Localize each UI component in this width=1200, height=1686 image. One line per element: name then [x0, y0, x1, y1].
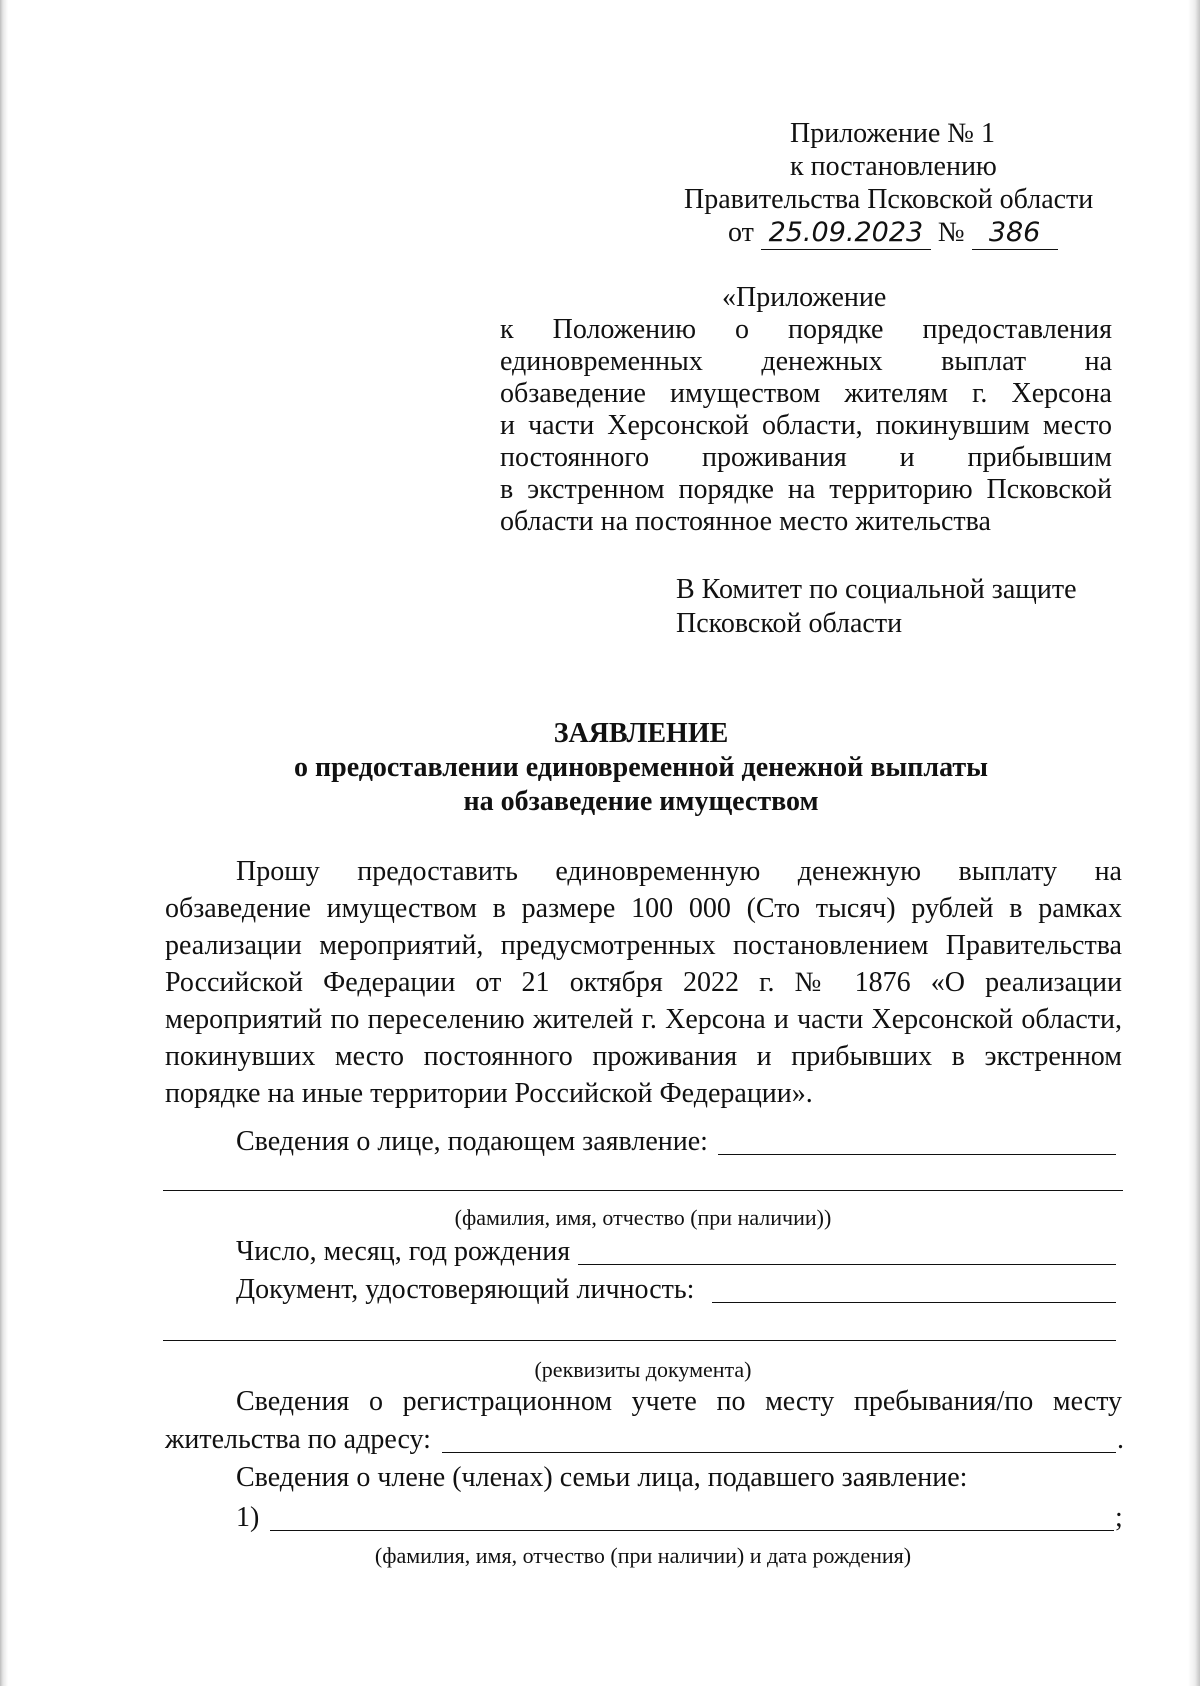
- annex-line: постоянного проживания и прибывшим: [500, 442, 1112, 473]
- date-prefix: от: [728, 217, 754, 248]
- family-item-end: ;: [1115, 1502, 1123, 1533]
- decree-number-handwritten: 386: [972, 217, 1058, 250]
- body-line: Российской Федерации от 21 октября 2022 г. № 1876 «О реализации: [165, 967, 1122, 998]
- family-caption: (фамилия, имя, отчество (при наличии) и дата рождения): [374, 1543, 912, 1568]
- header-decree-line: к постановлению: [790, 151, 997, 182]
- body-line: Прошу предоставить единовременную денежную выплату на: [236, 856, 1122, 887]
- annex-line: в экстренном порядке на территорию Псковской: [500, 474, 1112, 505]
- statement-subtitle2: на обзаведение имуществом: [463, 786, 819, 817]
- header-government-line: Правительства Псковской области: [684, 184, 1094, 215]
- id-document-field-continued[interactable]: [163, 1340, 1116, 1341]
- applicant-caption: (фамилия, имя, отчество (при наличии)): [454, 1205, 832, 1230]
- body-line: покинувших место постоянного проживания и прибывших в экстренном: [165, 1041, 1122, 1072]
- addressee-line2: Псковской области: [676, 608, 903, 639]
- birth-date-field[interactable]: [578, 1264, 1116, 1265]
- applicant-name-field-continued[interactable]: [163, 1190, 1123, 1191]
- family-label: Сведения о члене (членах) семьи лица, подавшего заявление:: [236, 1462, 968, 1493]
- family-item-number: 1): [236, 1502, 260, 1533]
- annex-line: к Положению о порядке предоставления: [500, 314, 1112, 345]
- birth-label: Число, месяц, год рождения: [236, 1236, 571, 1267]
- scan-edge-left: [0, 0, 8, 1686]
- registration-label: жительства по адресу:: [165, 1424, 431, 1455]
- registration-end: .: [1117, 1424, 1124, 1455]
- annex-line: и части Херсонской области, покинувшим место: [500, 410, 1112, 441]
- number-sign: №: [937, 217, 965, 248]
- annex-title: «Приложение: [722, 282, 887, 313]
- body-line-last: порядке на иные территории Российской Федерации».: [165, 1078, 813, 1109]
- id-label: Документ, удостоверяющий личность:: [236, 1274, 695, 1305]
- statement-title: ЗАЯВЛЕНИЕ: [553, 718, 729, 749]
- applicant-name-field[interactable]: [718, 1154, 1116, 1155]
- family-member-field[interactable]: [270, 1530, 1114, 1531]
- header-date-line: [728, 217, 1058, 250]
- registration-line: Сведения о регистрационном учете по месту пребывания/по месту: [236, 1386, 1122, 1417]
- body-line: обзаведение имуществом в размере 100 000 (Сто тысяч) рублей в рамках: [165, 893, 1122, 924]
- scan-edge-right: [1188, 0, 1200, 1686]
- addressee-line1: В Комитет по социальной защите: [676, 574, 1077, 605]
- registration-address-field[interactable]: [442, 1452, 1116, 1453]
- applicant-label: Сведения о лице, подающем заявление:: [236, 1126, 708, 1157]
- header-annex-number: Приложение № 1: [790, 118, 995, 149]
- annex-line-last: области на постоянное место жительства: [500, 506, 991, 537]
- id-document-field[interactable]: [712, 1302, 1116, 1303]
- decree-date-handwritten: 25.09.2023: [761, 217, 931, 250]
- body-line: мероприятий по переселению жителей г. Херсона и части Херсонской области,: [165, 1004, 1122, 1035]
- body-line: реализации мероприятий, предусмотренных постановлением Правительства: [165, 930, 1122, 961]
- annex-line: обзаведение имуществом жителям г. Херсона: [500, 378, 1112, 409]
- statement-subtitle1: о предоставлении единовременной денежной выплаты: [294, 752, 988, 783]
- annex-line: единовременных денежных выплат на: [500, 346, 1112, 377]
- id-caption: (реквизиты документа): [534, 1357, 752, 1382]
